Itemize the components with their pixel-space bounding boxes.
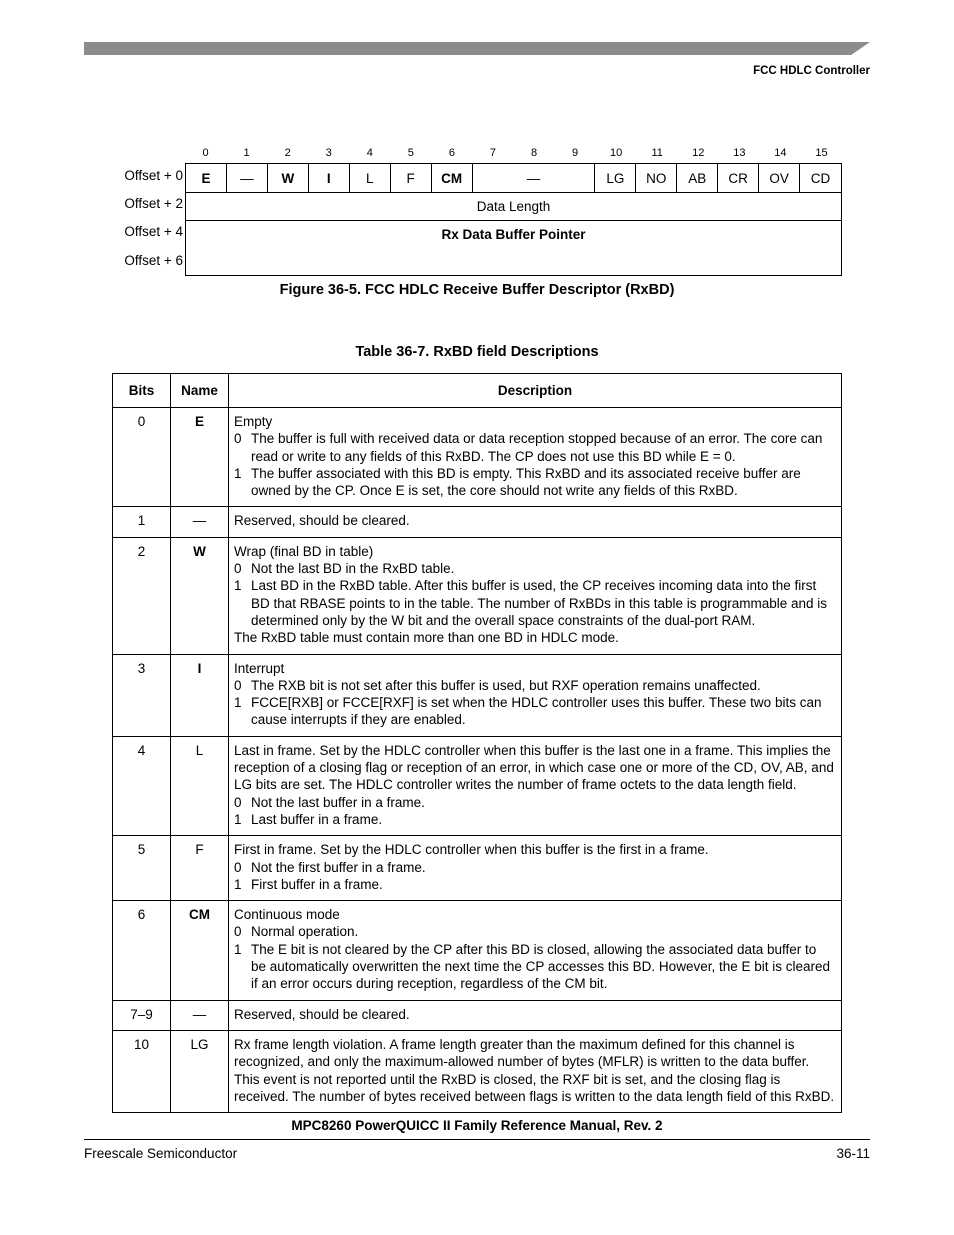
register-field: W: [268, 164, 309, 192]
value-code: 0: [234, 431, 242, 447]
name-cell: I: [171, 654, 229, 736]
description-cell: [229, 537, 842, 654]
register-field: I: [309, 164, 350, 192]
register-field: —: [227, 164, 268, 192]
value-item: [234, 859, 835, 876]
description-text: First in frame. Set by the HDLC controller when this buffer is the first in a frame.: [234, 842, 709, 858]
description-text: Empty: [234, 414, 273, 429]
table-row: [113, 507, 842, 537]
bit-number: 14: [774, 147, 787, 159]
register-field: CR: [718, 164, 759, 192]
table-body: [113, 408, 842, 1113]
value-item: [234, 694, 835, 729]
offset-label: Offset + 2: [124, 196, 183, 211]
description-text: Interrupt: [234, 660, 285, 676]
bit-number: 1: [243, 147, 250, 159]
name-cell: L: [171, 736, 229, 835]
table-row: [113, 1000, 842, 1030]
value-text: First buffer in a frame.: [251, 876, 383, 892]
bits-cell: 4: [113, 736, 171, 835]
description-cell: [229, 901, 842, 1000]
table-row: [113, 654, 842, 736]
bits-cell: 6: [113, 901, 171, 1000]
bit-number: 4: [366, 147, 373, 159]
value-code: 0: [234, 859, 242, 875]
register-field: —: [473, 164, 596, 192]
value-code: 1: [234, 811, 242, 827]
rx-data-buffer-pointer-field: Rx Data Buffer Pointer: [441, 226, 586, 242]
table-row: [113, 901, 842, 1000]
page-number: 36-11: [836, 1146, 870, 1161]
value-text: The buffer associated with this BD is empty. This RxBD and its associated receive buffer are owned by the CP. Once E is set, the core should not write any fields of this RxBD.: [251, 465, 801, 499]
table-row: [113, 537, 842, 654]
description-text: Reserved, should be cleared.: [234, 513, 410, 529]
description-cell: [229, 736, 842, 835]
offset-label: Offset + 4: [124, 224, 183, 239]
value-text: The RXB bit is not set after this buffer is used, but RXF operation remains unaffected.: [251, 677, 761, 693]
name-cell: E: [171, 408, 229, 507]
name-cell: —: [171, 1000, 229, 1030]
table-row: [113, 1030, 842, 1112]
data-length-field: Data Length: [186, 192, 841, 221]
description-cell: [229, 654, 842, 736]
bit-number: 3: [325, 147, 332, 159]
value-code: 1: [234, 465, 242, 481]
table-row: [113, 736, 842, 835]
value-text: Not the last buffer in a frame.: [251, 794, 425, 810]
value-code: 0: [234, 561, 242, 577]
bit-number: 0: [202, 147, 209, 159]
bits-cell: 10: [113, 1030, 171, 1112]
value-text: Normal operation.: [251, 924, 359, 940]
register-field: LG: [595, 164, 636, 192]
register-field: OV: [759, 164, 800, 192]
register-field: AB: [677, 164, 718, 192]
bit-number: 9: [572, 147, 579, 159]
table-caption: Table 36-7. RxBD field Descriptions: [355, 344, 599, 360]
value-code: 1: [234, 578, 242, 594]
register-field: NO: [636, 164, 677, 192]
description-cell: [229, 836, 842, 901]
bits-cell: 2: [113, 537, 171, 654]
name-cell: CM: [171, 901, 229, 1000]
register-field: CD: [810, 170, 831, 186]
description-text: Reserved, should be cleared.: [234, 1006, 410, 1022]
description-header: Description: [229, 374, 842, 408]
rxbd-field-table: [112, 373, 842, 1113]
bit-number: 11: [651, 147, 663, 159]
register-diagram: [185, 163, 842, 276]
value-text: The buffer is full with received data or data reception stopped because of an error. The core can read or write to any fields of this RxBD. The CP does not use this BD while E = 0.: [251, 431, 823, 464]
section-title: FCC HDLC Controller: [753, 65, 870, 77]
name-cell: —: [171, 507, 229, 537]
bit-number: 2: [284, 147, 291, 159]
bit-number: 10: [610, 147, 623, 159]
publisher: Freescale Semiconductor: [84, 1146, 238, 1161]
value-text: The E bit is not cleared by the CP after this BD is closed, allowing the associated data buffer to be automatically overwritten the next time the CP accesses this BD. However, the E bit is cleared if an error occurs during reception, regardless of the CM bit.: [251, 941, 831, 992]
value-text: FCCE[RXB] or FCCE[RXF] is set when the HDLC controller uses this buffer. These two bits can cause interrupts if they are enabled.: [251, 695, 822, 728]
value-item: [234, 465, 835, 500]
offset-label: Offset + 6: [124, 253, 183, 268]
description-text: Continuous mode: [234, 907, 340, 923]
value-text: Last buffer in a frame.: [251, 811, 383, 827]
register-field: CM: [432, 164, 473, 192]
value-item: [234, 794, 835, 811]
bit-number: 15: [815, 147, 828, 159]
register-field: L: [350, 164, 391, 192]
bits-cell: 5: [113, 836, 171, 901]
table-row: [113, 408, 842, 507]
bit-number: 6: [448, 147, 455, 159]
value-text: Last BD in the RxBD table. After this buffer is used, the CP receives incoming data into the first BD that RBASE points to in the table. The number of RxBDs in this table is programmable and is determined only by the W bit and the overall space constraints of the dual-port RAM.: [251, 578, 828, 628]
value-code: 1: [234, 695, 242, 711]
name-cell: F: [171, 836, 229, 901]
value-item: [234, 941, 835, 993]
bit-number: 7: [489, 147, 497, 159]
table-row: [113, 836, 842, 901]
value-code: 0: [234, 677, 242, 693]
manual-title: MPC8260 PowerQUICC II Family Reference Manual, Rev. 2: [291, 1118, 663, 1133]
value-code: 0: [234, 924, 242, 940]
description-text: Last in frame. Set by the HDLC controller when this buffer is the last one in a frame. This implies the reception of a closing flag or reception of an error, in which case one or more of the CD, OV, AB, and LG bits are set. The HDLC controller writes the number of frame octets to the data length field.: [234, 742, 834, 793]
table-header-row: [113, 374, 842, 408]
bits-cell: 3: [113, 654, 171, 736]
offset-label: Offset + 0: [124, 168, 183, 183]
bit-number: 5: [407, 147, 414, 159]
value-item: [234, 430, 835, 465]
description-cell: [229, 507, 842, 537]
bits-cell: 7–9: [113, 1000, 171, 1030]
description-cell: [229, 1030, 842, 1112]
value-code: 1: [234, 876, 242, 892]
header-bar: [84, 42, 870, 55]
value-item: [234, 577, 835, 629]
bits-cell: 1: [113, 507, 171, 537]
name-cell: LG: [171, 1030, 229, 1112]
value-item: [234, 876, 835, 893]
footer-divider: [84, 1139, 870, 1140]
name-header: Name: [171, 374, 229, 408]
description-cell: [229, 408, 842, 507]
value-code: 1: [234, 941, 242, 957]
bit-number: 13: [733, 147, 746, 159]
value-text: Not the last BD in the RxBD table.: [251, 561, 455, 577]
description-cell: [229, 1000, 842, 1030]
bit-number: 12: [692, 147, 705, 159]
bits-cell: 0: [113, 408, 171, 507]
value-item: [234, 677, 835, 694]
value-item: [234, 811, 835, 828]
value-item: [234, 560, 835, 577]
figure-caption: Figure 36-5. FCC HDLC Receive Buffer Descriptor (RxBD): [279, 282, 675, 298]
value-item: [234, 923, 835, 940]
bits-header: Bits: [113, 374, 171, 408]
register-field: E: [186, 164, 227, 192]
description-text: The RxBD table must contain more than one BD in HDLC mode.: [234, 630, 619, 646]
bit-number: 8: [530, 147, 538, 159]
register-row-offset-0: [186, 164, 841, 193]
register-field: F: [391, 164, 432, 192]
description-text: Rx frame length violation. A frame length greater than the maximum defined for this channel is recognized, and only the maximum-allowed number of bytes (MFLR) is written to the data buffer. This event is not reported until the RxBD is closed, the RXF bit is set, and the closing flag is received. The number of bytes received between flags is written to the data length field of this RxBD.: [234, 1036, 835, 1104]
description-text: Wrap (final BD in table): [234, 543, 374, 559]
value-code: 0: [234, 794, 242, 810]
name-cell: W: [171, 537, 229, 654]
value-text: Not the first buffer in a frame.: [251, 859, 426, 875]
